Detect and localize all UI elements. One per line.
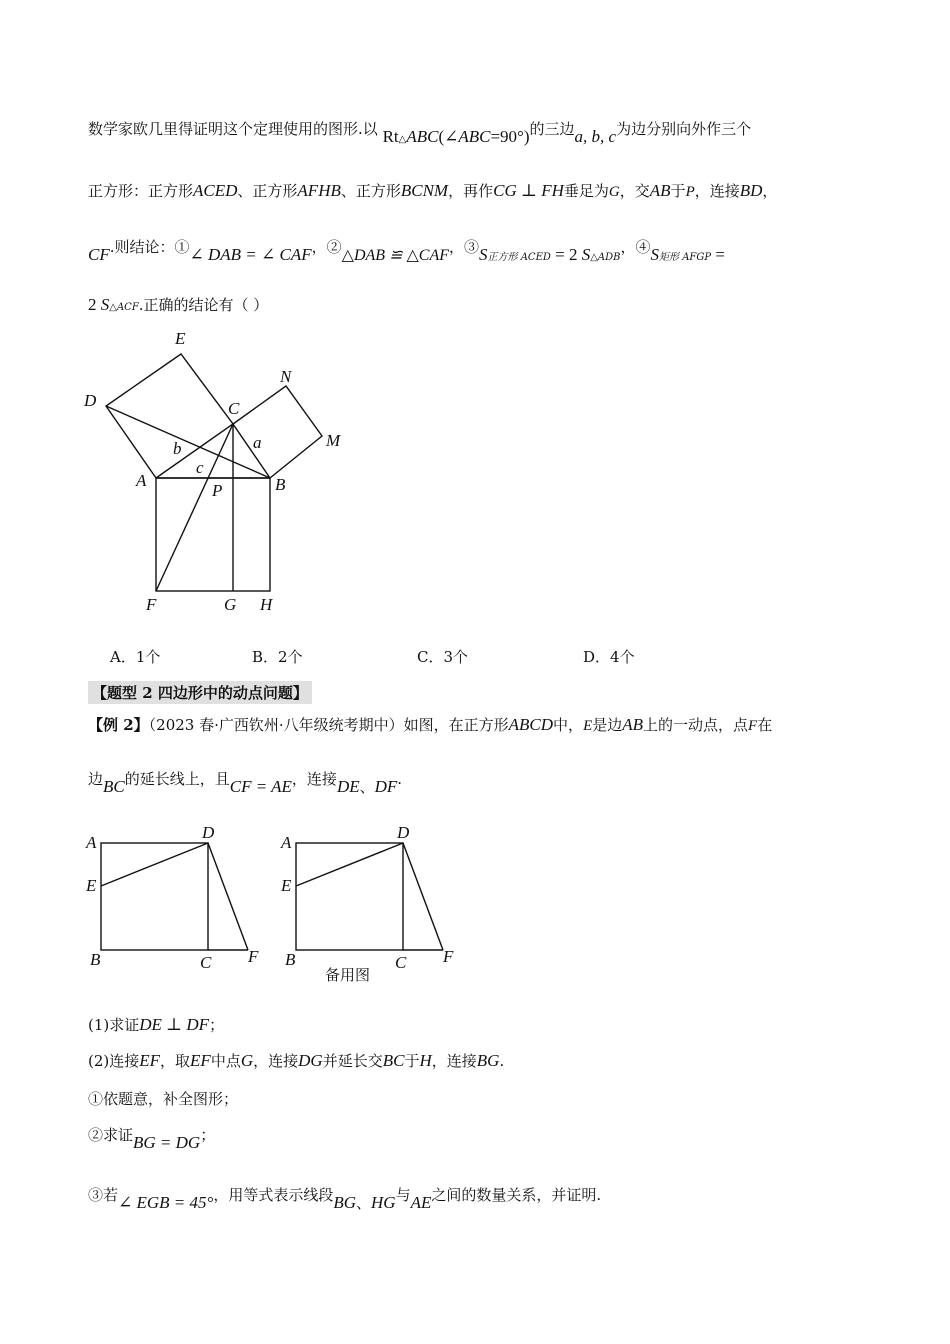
q1-line-4: 2 S△ACF.正确的结论有（ ） [88, 295, 269, 314]
q1-line-1: 数学家欧几里得证明这个定理使用的图形.以 $Rt_\triangle ABC(\angle ABC=90^\circ)$的三边a, b, c为边分别向外作三个 [88, 120, 752, 146]
q1-line-2: 正方形：正方形ACED、正方形AFHB、正方形BCNM，再作CG ⊥ FH垂足为G，交AB于P，连接BD， [88, 181, 778, 200]
q1-line-3: CF.则结论：①∠ DAB = ∠ CAF，②△DAB ≌ △CAF，$③S_{正方形 ACED} = 2$ $S_{\triangle ADB}$，$④S_{矩形 AFGP}$ = [88, 238, 725, 264]
square-abcd [296, 843, 403, 950]
segment-df [403, 843, 443, 950]
label-e: E [175, 329, 186, 348]
label-c: C [228, 399, 240, 418]
option-d[interactable]: D．4个 [583, 648, 635, 666]
subpart-1: ①依题意，补全图形； [88, 1090, 239, 1108]
label-c-side: c [196, 458, 204, 477]
segment-cf [156, 424, 233, 591]
label-n: N [280, 367, 292, 386]
section-heading: 【题型 2 四边形中的动点问题】 [88, 681, 312, 704]
part-2: (2)连接EF，取EF中点G，连接DG并延长交BC于H，连接BG. [88, 1051, 505, 1070]
square-abcd [101, 843, 208, 950]
segment-ed [296, 843, 403, 886]
option-a[interactable]: A．1个 [110, 648, 161, 666]
label-f: F [443, 947, 454, 966]
label-a: A [86, 833, 97, 852]
label-h: H [260, 595, 273, 614]
label-a: A [281, 833, 292, 852]
label-p: P [212, 481, 223, 500]
label-c: C [200, 953, 212, 970]
option-b[interactable]: B．2个 [252, 648, 303, 666]
rt-label: Rt [382, 127, 399, 146]
label-f: F [248, 947, 259, 966]
part-1: (1)求证DE ⊥ DF； [88, 1015, 225, 1034]
label-d: D [202, 823, 215, 842]
label-a: A [136, 471, 147, 490]
label-b: B [285, 950, 296, 969]
label-f: F [146, 595, 157, 614]
label-c: C [395, 953, 407, 972]
subpart-3: ③若∠ EGB = 45°，用等式表示线段BG、HG与AE之间的数量关系，并证明. [88, 1186, 602, 1212]
segment-ed [101, 843, 208, 886]
square-bcnm [233, 386, 322, 478]
square-figure [80, 820, 265, 970]
label-m: M [326, 431, 341, 450]
label-b: B [275, 475, 286, 494]
label-d: D [84, 391, 97, 410]
segment-df [208, 843, 248, 950]
backup-figure [275, 820, 460, 990]
ex2-line-1: 【例 2】（2023 春·广西钦州·八年级统考期中）如图，在正方形ABCD中，E是边AB上的一动点，点F在 [88, 715, 773, 734]
label-b: B [90, 950, 101, 969]
label-a-side: a [253, 433, 262, 452]
label-e: E [86, 876, 97, 895]
label-b-side: b [173, 439, 182, 458]
label-g: G [224, 595, 237, 614]
label-e: E [281, 876, 292, 895]
subpart-2: ②求证BG = DG； [88, 1126, 216, 1152]
option-c[interactable]: C．3个 [417, 648, 469, 666]
ex2-line-2: 边BC的延长线上，且CF = AE，连接DE、DF. [88, 770, 403, 796]
euclid-figure [80, 320, 360, 620]
square-aced [106, 354, 233, 478]
label-d: D [397, 823, 410, 842]
figure-caption: 备用图 [325, 966, 371, 984]
